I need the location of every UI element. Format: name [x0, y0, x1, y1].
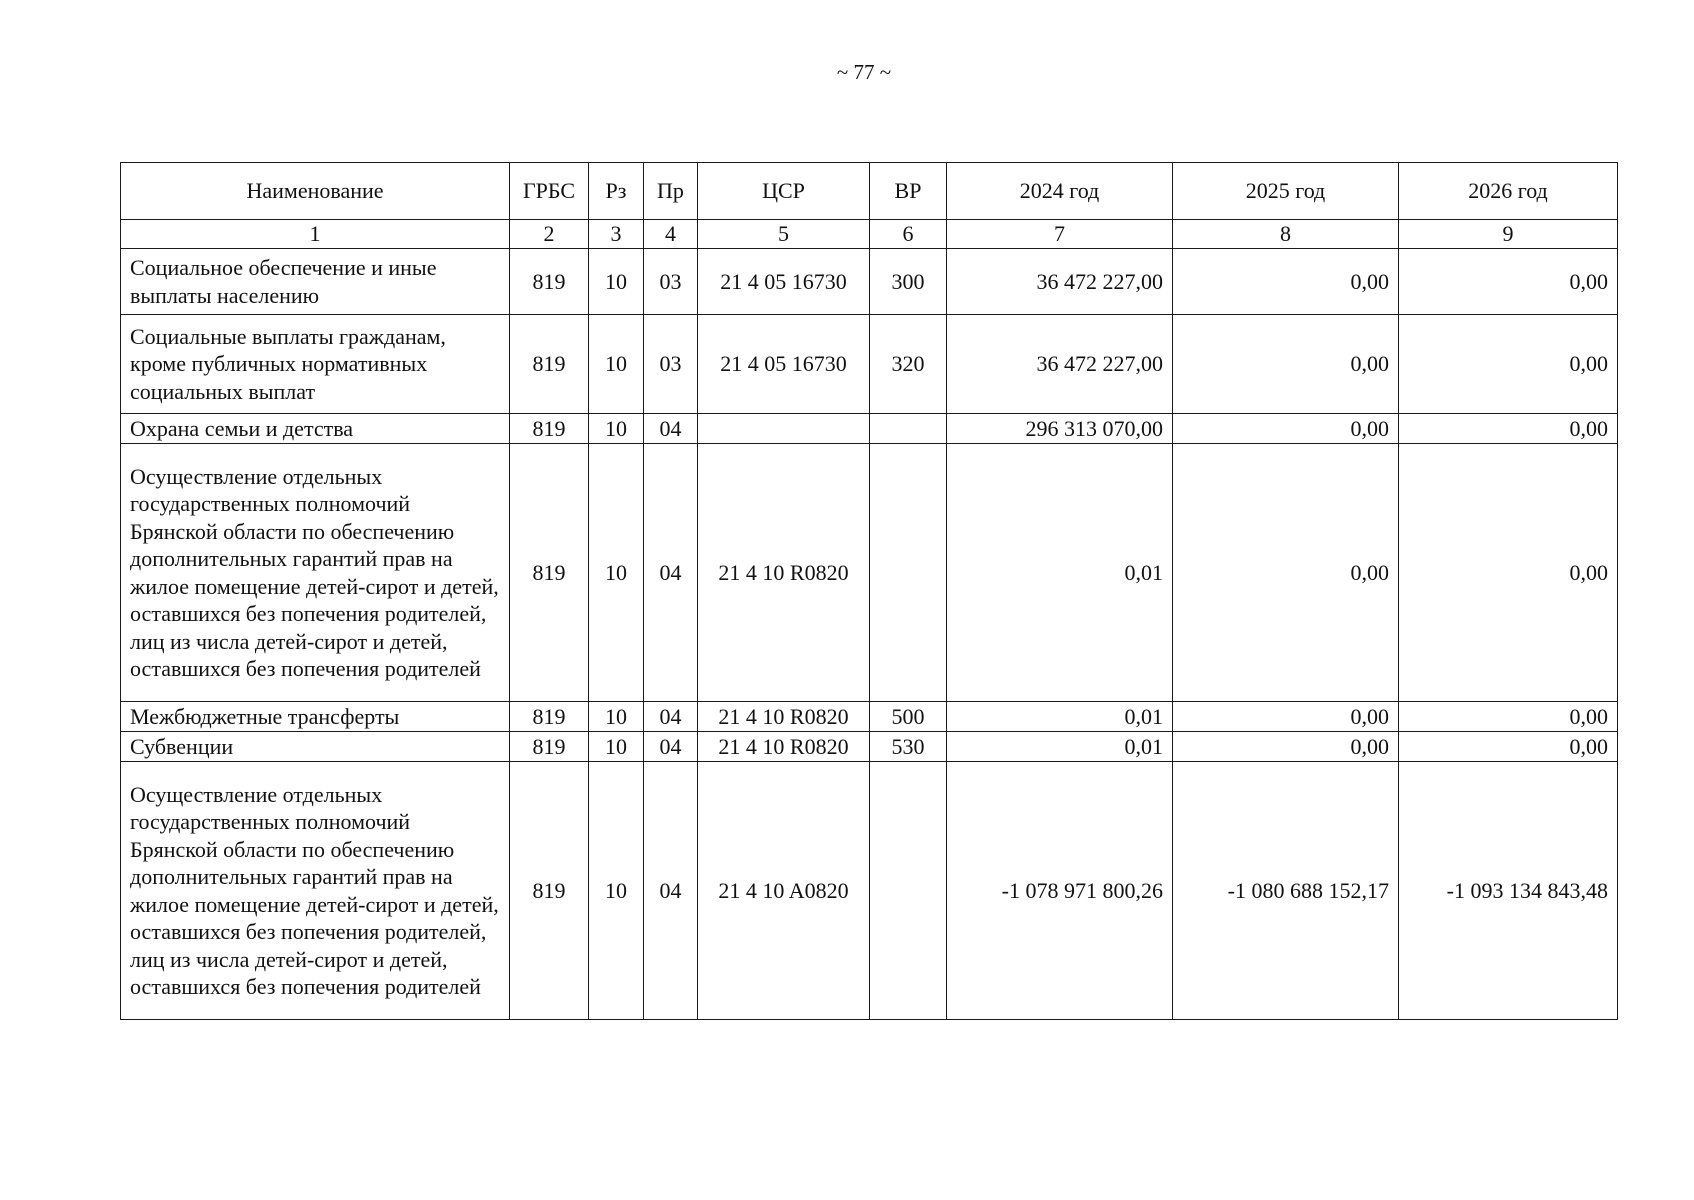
row-grbs: 819: [510, 414, 589, 444]
header-row: [121, 163, 1618, 220]
row-pr: 04: [644, 444, 698, 702]
header-2026: 2026 год: [1399, 163, 1618, 220]
row-name: Осуществление отдельных государственных полномочий Брянской области по обеспечению дополнительных гарантий прав на жилое помещение детей-сирот и детей, оставшихся без попечения родителей, лиц из числа детей-сирот и детей, оставшихся без попечения родителей: [121, 762, 510, 1020]
row-rz: 10: [589, 702, 644, 732]
table-row: [121, 762, 1618, 1020]
row-2025: 0,00: [1173, 315, 1399, 414]
row-csr: 21 4 10 R0820: [698, 444, 870, 702]
row-pr: 04: [644, 732, 698, 762]
budget-table: [120, 162, 1618, 1020]
row-rz: 10: [589, 444, 644, 702]
row-grbs: 819: [510, 762, 589, 1020]
row-csr: 21 4 05 16730: [698, 249, 870, 315]
header-rz: Рз: [589, 163, 644, 220]
row-pr: 03: [644, 249, 698, 315]
row-rz: 10: [589, 732, 644, 762]
row-2026: 0,00: [1399, 702, 1618, 732]
column-number: 1: [121, 220, 510, 249]
row-2025: 0,00: [1173, 249, 1399, 315]
row-2025: 0,00: [1173, 414, 1399, 444]
row-csr: 21 4 10 A0820: [698, 762, 870, 1020]
row-rz: 10: [589, 315, 644, 414]
column-number: 6: [870, 220, 947, 249]
row-rz: 10: [589, 762, 644, 1020]
column-number: 2: [510, 220, 589, 249]
row-name: Осуществление отдельных государственных полномочий Брянской области по обеспечению дополнительных гарантий прав на жилое помещение детей-сирот и детей, оставшихся без попечения родителей, лиц из числа детей-сирот и детей, оставшихся без попечения родителей: [121, 444, 510, 702]
header-2024: 2024 год: [947, 163, 1173, 220]
row-name: Социальные выплаты гражданам, кроме публичных нормативных социальных выплат: [121, 315, 510, 414]
header-pr: Пр: [644, 163, 698, 220]
table-row: [121, 249, 1618, 315]
row-rz: 10: [589, 414, 644, 444]
row-vr: [870, 414, 947, 444]
column-number: 5: [698, 220, 870, 249]
row-2025: -1 080 688 152,17: [1173, 762, 1399, 1020]
row-csr: 21 4 10 R0820: [698, 732, 870, 762]
row-csr: 21 4 10 R0820: [698, 702, 870, 732]
row-csr: 21 4 05 16730: [698, 315, 870, 414]
row-name: Охрана семьи и детства: [121, 414, 510, 444]
row-vr: [870, 762, 947, 1020]
row-rz: 10: [589, 249, 644, 315]
row-vr: 500: [870, 702, 947, 732]
row-vr: [870, 444, 947, 702]
row-pr: 04: [644, 414, 698, 444]
row-2025: 0,00: [1173, 732, 1399, 762]
header-grbs: ГРБС: [510, 163, 589, 220]
page-number: ~ 77 ~: [836, 60, 892, 84]
row-pr: 04: [644, 762, 698, 1020]
column-number: 8: [1173, 220, 1399, 249]
row-2024: 0,01: [947, 444, 1173, 702]
column-number: 4: [644, 220, 698, 249]
row-name: Субвенции: [121, 732, 510, 762]
table-row: [121, 315, 1618, 414]
row-2025: 0,00: [1173, 702, 1399, 732]
row-pr: 03: [644, 315, 698, 414]
row-2025: 0,00: [1173, 444, 1399, 702]
column-number: 3: [589, 220, 644, 249]
row-2026: 0,00: [1399, 414, 1618, 444]
row-grbs: 819: [510, 249, 589, 315]
row-2024: 0,01: [947, 732, 1173, 762]
column-number: 7: [947, 220, 1173, 249]
row-2024: 36 472 227,00: [947, 315, 1173, 414]
table-row: [121, 444, 1618, 702]
row-vr: 300: [870, 249, 947, 315]
row-csr: [698, 414, 870, 444]
row-2024: -1 078 971 800,26: [947, 762, 1173, 1020]
row-grbs: 819: [510, 315, 589, 414]
row-2024: 36 472 227,00: [947, 249, 1173, 315]
row-vr: 530: [870, 732, 947, 762]
row-2026: 0,00: [1399, 732, 1618, 762]
row-vr: 320: [870, 315, 947, 414]
row-name: Социальное обеспечение и иные выплаты населению: [121, 249, 510, 315]
row-2026: 0,00: [1399, 315, 1618, 414]
row-grbs: 819: [510, 444, 589, 702]
row-2026: -1 093 134 843,48: [1399, 762, 1618, 1020]
table-row: [121, 732, 1618, 762]
header-name: Наименование: [121, 163, 510, 220]
table-row: [121, 414, 1618, 444]
row-name: Межбюджетные трансферты: [121, 702, 510, 732]
column-number-row: [121, 220, 1618, 249]
header-2025: 2025 год: [1173, 163, 1399, 220]
row-pr: 04: [644, 702, 698, 732]
table-row: [121, 702, 1618, 732]
row-grbs: 819: [510, 732, 589, 762]
row-2024: 296 313 070,00: [947, 414, 1173, 444]
header-vr: ВР: [870, 163, 947, 220]
row-2024: 0,01: [947, 702, 1173, 732]
header-csr: ЦСР: [698, 163, 870, 220]
row-2026: 0,00: [1399, 249, 1618, 315]
row-grbs: 819: [510, 702, 589, 732]
row-2026: 0,00: [1399, 444, 1618, 702]
column-number: 9: [1399, 220, 1618, 249]
